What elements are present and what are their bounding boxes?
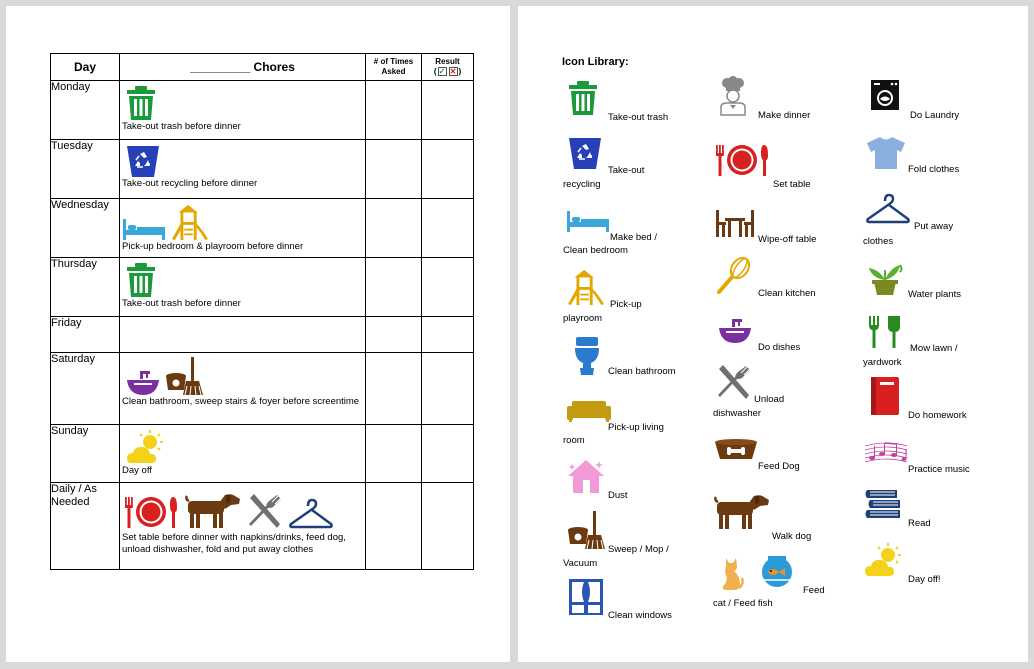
washer-icon — [870, 79, 900, 111]
library-label: Make bed / — [610, 232, 657, 243]
library-label: Sweep / Mop / — [608, 544, 669, 555]
result-header — [422, 54, 474, 81]
chore-caption: Take-out recycling before dinner — [122, 178, 258, 189]
times-asked-cell[interactable] — [366, 425, 422, 483]
library-label: Pick-up — [610, 299, 642, 310]
library-label: Dust — [608, 490, 628, 501]
trash-icon — [126, 262, 156, 298]
library-label: Clean kitchen — [758, 288, 816, 299]
table-row — [51, 425, 474, 483]
times-asked-cell[interactable] — [366, 81, 422, 140]
library-label: Set table — [773, 179, 811, 190]
trash-icon — [126, 85, 156, 121]
result-cell[interactable] — [422, 425, 474, 483]
chore-cell — [120, 317, 366, 353]
result-cell[interactable] — [422, 483, 474, 570]
dog-icon — [714, 494, 770, 530]
library-label: Read — [908, 518, 931, 529]
house-icon — [566, 458, 606, 494]
times-asked-cell[interactable] — [366, 317, 422, 353]
library-label: dishwasher — [713, 408, 762, 419]
trash-icon — [568, 80, 598, 116]
chore-cell — [120, 199, 366, 258]
library-label: Wipe-off table — [758, 234, 817, 245]
sun-icon — [126, 429, 166, 465]
result-header-legend — [422, 67, 473, 77]
library-label: Do dishes — [758, 342, 801, 353]
chore-caption: Clean bathroom, sweep stairs & foyer before screentime — [122, 396, 360, 407]
library-label: Day off! — [908, 574, 941, 585]
library-label: Do Laundry — [910, 110, 960, 121]
utensils-icon — [247, 493, 283, 529]
times-asked-cell[interactable] — [366, 483, 422, 570]
chore-cell — [120, 483, 366, 570]
result-cell[interactable] — [422, 258, 474, 317]
toilet-icon — [574, 336, 600, 376]
broom-icon — [164, 356, 204, 396]
sofa-icon — [566, 400, 612, 422]
chore-cell — [120, 425, 366, 483]
x-box-icon: ✕ — [449, 67, 457, 77]
day-label: Daily / As Needed — [51, 483, 120, 570]
table-row — [51, 258, 474, 317]
library-label: Take-out trash — [608, 112, 669, 123]
chore-caption: Take-out trash before dinner — [122, 298, 241, 309]
table-row — [51, 483, 474, 570]
plate-icon — [714, 143, 770, 177]
library-label: Water plants — [908, 289, 961, 300]
chore-caption: Set table before dinner with napkins/drinks, feed dog, unload dishwasher, fold and put away clothes — [122, 532, 346, 555]
day-label: Tuesday — [51, 140, 120, 199]
utensils-icon — [716, 364, 752, 400]
times-asked-cell[interactable] — [366, 140, 422, 199]
day-label: Sunday — [51, 425, 120, 483]
result-cell[interactable] — [422, 140, 474, 199]
chore-chart-table — [50, 53, 474, 570]
times-asked-cell[interactable] — [366, 353, 422, 425]
library-label: clothes — [863, 236, 894, 247]
chore-cell — [120, 81, 366, 140]
library-label: recycling — [563, 179, 601, 190]
icon-library-page — [518, 6, 1028, 662]
playground-icon — [170, 203, 210, 241]
table-row — [51, 317, 474, 353]
whisk-icon — [716, 256, 752, 294]
result-cell[interactable] — [422, 353, 474, 425]
dog-bowl-icon — [714, 438, 758, 460]
library-label: Fold clothes — [908, 164, 960, 175]
books-icon — [864, 486, 904, 520]
times-asked-cell[interactable] — [366, 258, 422, 317]
recycle-icon — [568, 136, 602, 170]
chore-cell — [120, 140, 366, 199]
recycle-icon — [126, 144, 160, 178]
result-paren-open: ( — [433, 67, 437, 76]
library-label: Unload — [754, 394, 785, 405]
bed-icon — [122, 217, 166, 241]
library-label: Make dinner — [758, 110, 811, 121]
sun-icon — [864, 542, 904, 578]
notebook-icon — [870, 376, 900, 416]
library-label: Do homework — [908, 410, 967, 421]
dog-icon — [185, 493, 241, 529]
result-cell[interactable] — [422, 317, 474, 353]
library-label: Feed Dog — [758, 461, 800, 472]
result-header-label: Result — [435, 57, 460, 66]
result-cell[interactable] — [422, 81, 474, 140]
window-icon — [568, 578, 604, 616]
lawn-icon — [868, 315, 902, 349]
library-label: Clean windows — [608, 610, 672, 621]
plant-icon — [866, 262, 904, 296]
music-icon — [864, 440, 908, 466]
chore-caption: Take-out trash before dinner — [122, 121, 241, 132]
library-label: yardwork — [863, 357, 902, 368]
sink-icon — [718, 318, 752, 344]
header-row — [51, 54, 474, 81]
check-box-icon: ✓ — [438, 67, 446, 77]
chore-cell — [120, 258, 366, 317]
table-row — [51, 81, 474, 140]
library-label: Pick-up living — [608, 422, 664, 433]
broom-icon — [566, 510, 606, 550]
sink-icon — [126, 370, 160, 396]
hanger-icon — [289, 497, 333, 529]
library-label: Walk dog — [772, 531, 812, 542]
library-label: cat / Feed fish — [713, 598, 773, 609]
chef-icon — [718, 76, 748, 116]
result-paren-close: ) — [458, 67, 462, 76]
day-label: Saturday — [51, 353, 120, 425]
library-label: Vacuum — [563, 558, 598, 569]
day-label: Monday — [51, 81, 120, 140]
fish-icon — [760, 554, 794, 588]
chore-caption: Day off — [122, 465, 152, 476]
chore-cell — [120, 353, 366, 425]
chore-caption: Pick-up bedroom & playroom before dinner — [122, 241, 304, 252]
day-label: Friday — [51, 317, 120, 353]
library-label: Practice music — [908, 464, 970, 475]
library-label: Clean bathroom — [608, 366, 676, 377]
table-icon — [715, 208, 755, 238]
day-label: Thursday — [51, 258, 120, 317]
table-row — [51, 353, 474, 425]
chore-chart-page — [6, 6, 510, 662]
cat-icon — [720, 556, 744, 592]
result-cell[interactable] — [422, 199, 474, 258]
day-header: Day — [51, 54, 120, 81]
shirt-icon — [866, 136, 906, 170]
chores-header: _________ Chores — [120, 54, 366, 81]
times-asked-cell[interactable] — [366, 199, 422, 258]
table-row — [51, 140, 474, 199]
plate-icon — [123, 495, 179, 529]
day-label: Wednesday — [51, 199, 120, 258]
library-label: Mow lawn / — [910, 343, 958, 354]
bed-icon — [566, 209, 610, 233]
library-label: Feed — [803, 585, 825, 596]
icon-library-title: Icon Library: — [562, 56, 629, 68]
hanger-icon — [866, 192, 910, 224]
library-label: Put away — [914, 221, 954, 232]
table-row — [51, 199, 474, 258]
library-label: Take-out — [608, 165, 645, 176]
playground-icon — [566, 268, 606, 306]
library-label: room — [563, 435, 585, 446]
library-label: playroom — [563, 313, 603, 324]
library-label: Clean bedroom — [563, 245, 628, 256]
times-asked-header: # of Times Asked — [366, 54, 422, 81]
